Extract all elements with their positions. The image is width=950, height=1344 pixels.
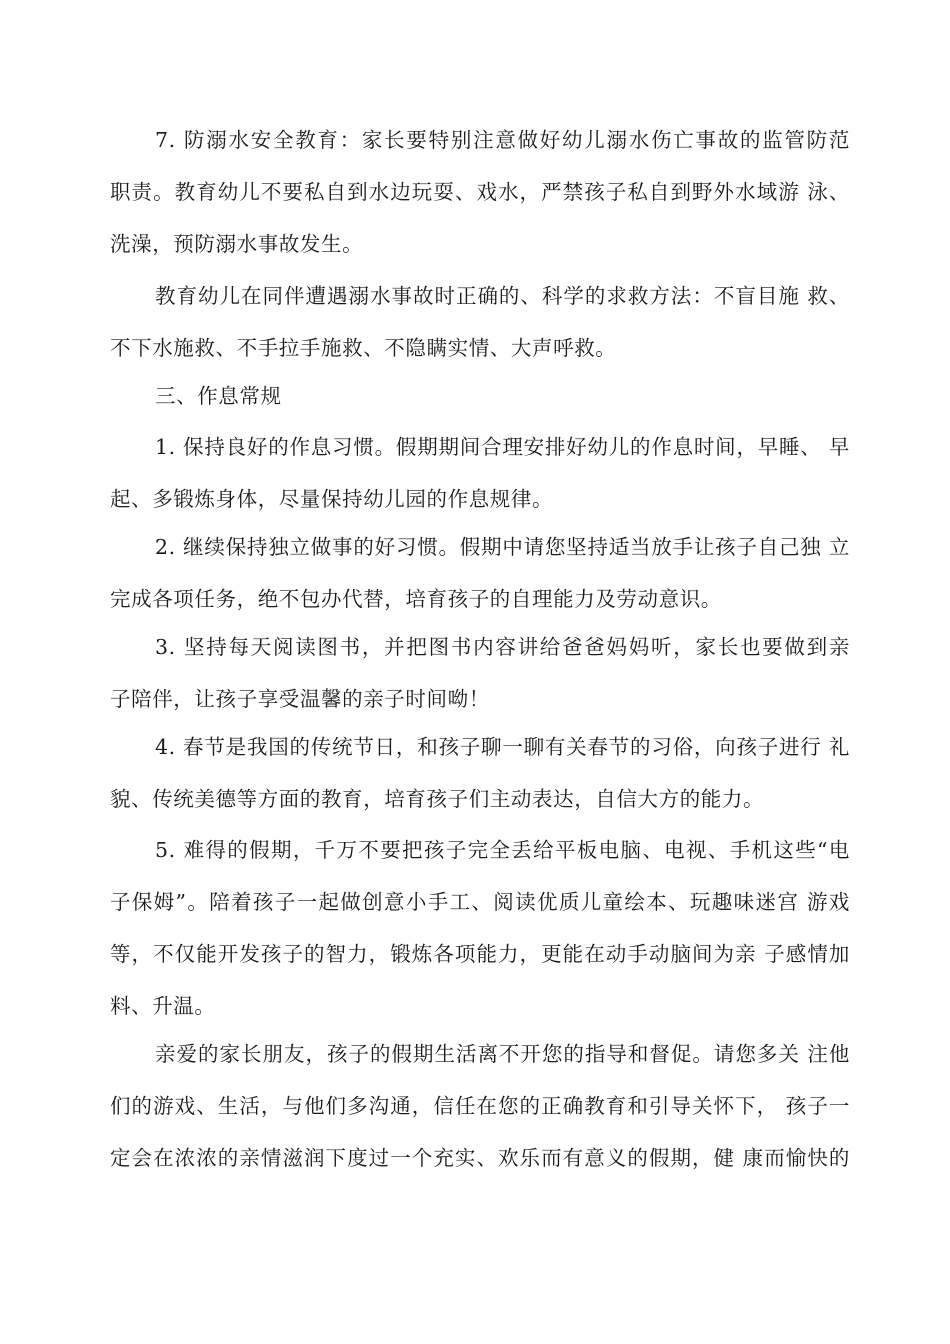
- text-line: 7. 防溺水安全教育：家长要特别注意做好幼儿溺水伤亡事故的监管防范: [155, 128, 850, 152]
- paragraph-closing: [110, 1028, 850, 1184]
- text-line: 不下水施救、不手拉手施救、不隐瞒实情、大声呼救。: [110, 336, 617, 360]
- text-line: 5. 难得的假期，千万不要把孩子完全丢给平板电脑、电视、手机这些“电: [155, 838, 850, 862]
- paragraph-item-3: [110, 621, 850, 725]
- text-line: 1. 保持良好的作息习惯。假期期间合理安排好幼儿的作息时间，早睡、 早: [155, 435, 850, 459]
- text-line: 们的游戏、生活，与他们多沟通，信任在您的正确教育和引导关怀下， 孩子一: [110, 1094, 850, 1118]
- text-line: 洗澡，预防溺水事故发生。: [110, 232, 364, 256]
- paragraph-item-5: [110, 824, 850, 1032]
- text-line: 子保姆”。陪着孩子一起做创意小手工、阅读优质儿童绘本、玩趣味迷宫 游戏: [110, 890, 850, 914]
- text-line: 貌、传统美德等方面的教育，培育孩子们主动表达，自信大方的能力。: [110, 787, 765, 811]
- text-line: 职责。教育幼儿不要私自到水边玩耍、戏水，严禁孩子私自到野外水域游 泳、: [110, 180, 850, 204]
- text-line: 2. 继续保持独立做事的好习惯。假期中请您坚持适当放手让孩子自己独 立: [155, 535, 850, 559]
- text-line: 3. 坚持每天阅读图书，并把图书内容讲给爸爸妈妈听，家长也要做到亲: [155, 635, 850, 659]
- text-line: 定会在浓浓的亲情滋润下度过一个充实、欢乐而有意义的假期，健 康而愉快的: [110, 1146, 850, 1170]
- text-line: 等，不仅能开发孩子的智力，锻炼各项能力，更能在动手动脑间为亲 子感情加: [110, 942, 850, 966]
- text-line: 4. 春节是我国的传统节日，和孩子聊一聊有关春节的习俗，向孩子进行 礼: [155, 735, 850, 759]
- paragraph-rescue-methods: [110, 270, 850, 374]
- paragraph-item-4: [110, 721, 850, 825]
- text-line: 教育幼儿在同伴遭遇溺水事故时正确的、科学的求救方法：不盲目施 救、: [155, 284, 850, 308]
- section-heading-routine: [110, 370, 850, 422]
- text-line: 料、升温。: [110, 994, 216, 1018]
- paragraph-item-2: [110, 521, 850, 625]
- section-heading: 三、作息常规: [155, 384, 282, 408]
- paragraph-drowning-safety: [110, 114, 850, 270]
- text-line: 完成各项任务，绝不包办代替，培育孩子的自理能力及劳动意识。: [110, 587, 722, 611]
- text-line: 起、多锻炼身体，尽量保持幼儿园的作息规律。: [110, 487, 554, 511]
- paragraph-item-1: [110, 421, 850, 525]
- text-line: 亲爱的家长朋友，孩子的假期生活离不开您的指导和督促。请您多关 注他: [155, 1042, 850, 1066]
- text-line: 子陪伴，让孩子享受温馨的亲子时间呦！: [110, 687, 490, 711]
